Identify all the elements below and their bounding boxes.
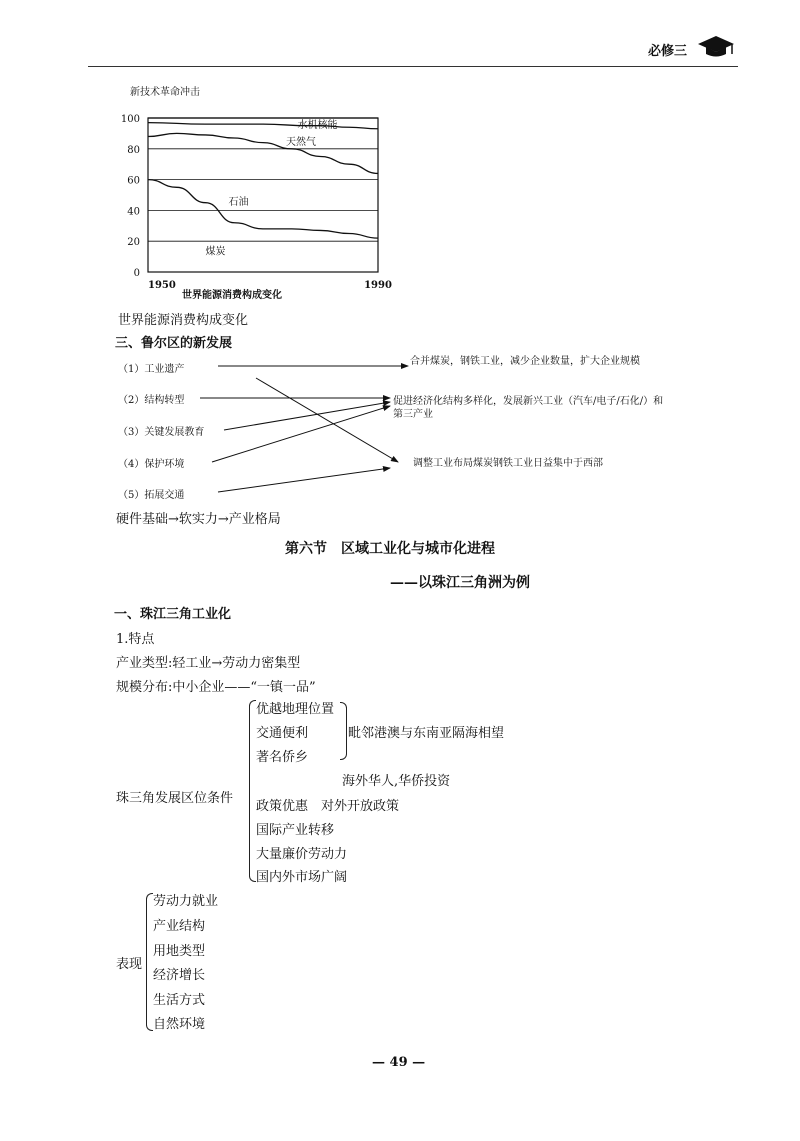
chart-xlabel: 世界能源消费构成变化 (182, 290, 282, 301)
chart-ytick-label: 40 (127, 206, 140, 218)
section-subtitle: ——以珠江三角洲为例 (390, 575, 530, 591)
scale-line: 规模分布:中小企业——“一镇一品” (116, 680, 316, 695)
features-heading: 1.特点 (116, 632, 155, 647)
conditions-label: 珠三角发展区位条件 (116, 791, 234, 806)
chart-ytick-label: 80 (127, 144, 140, 156)
condition-item-2: 交通便利 (256, 726, 309, 741)
performance-item-3: 用地类型 (153, 944, 206, 959)
chart-ylabel: 新技术革命冲击 (130, 87, 200, 98)
chart-xtick-label: 1990 (364, 280, 392, 291)
ruhr-left-4: （4）保护环境 (118, 459, 185, 470)
performance-label: 表现 (116, 957, 143, 972)
ruhr-left-2: （2）结构转型 (118, 395, 185, 406)
location-note: 毗邻港澳与东南亚隔海相望 (348, 726, 505, 741)
industry-type-line: 产业类型:轻工业→劳动力密集型 (116, 656, 301, 671)
conditions-brace (249, 700, 256, 882)
condition-item-3: 著名侨乡 (256, 750, 309, 765)
overseas-note: 海外华人,华侨投资 (342, 774, 451, 789)
ruhr-right-1: 合并煤炭，钢铁工业，减少企业数量，扩大企业规模 (410, 356, 640, 367)
chart-ytick-label: 20 (127, 237, 140, 249)
ruhr-connector-lines (0, 0, 800, 520)
chart-series-label: 水机核能 (297, 120, 338, 132)
condition-item-5: 国际产业转移 (256, 823, 335, 838)
ruhr-left-5: （5）拓展交通 (118, 490, 185, 501)
ruhr-right-3: 第三产业 (393, 409, 433, 420)
condition-item-6: 大量廉价劳动力 (256, 847, 348, 862)
performance-item-5: 生活方式 (153, 993, 206, 1008)
ruhr-heading: 三、鲁尔区的新发展 (115, 336, 233, 351)
chart-ytick-label: 0 (133, 268, 140, 279)
chart-ytick-label: 100 (120, 114, 140, 125)
chart-series-label: 天然气 (286, 137, 316, 149)
chart-xtick-label: 1950 (148, 280, 176, 291)
chart-series-label: 煤炭 (205, 246, 226, 258)
location-brace (340, 702, 347, 760)
condition-item-4: 政策优惠 对外开放政策 (256, 799, 400, 814)
performance-item-1: 劳动力就业 (153, 894, 219, 909)
performance-item-2: 产业结构 (153, 919, 206, 934)
ruhr-left-1: （1）工业遗产 (118, 364, 185, 375)
page-number: — 49 — (372, 1055, 426, 1070)
ruhr-right-2: 促进经济化结构多样化，发展新兴工业（汽车/电子/石化/）和 (393, 396, 664, 407)
condition-item-7: 国内外市场广阔 (256, 870, 348, 885)
condition-item-1: 优越地理位置 (256, 702, 335, 717)
chart-caption: 世界能源消费构成变化 (118, 313, 249, 328)
performance-brace (146, 893, 153, 1031)
section-title: 第六节 区域工业化与城市化进程 (285, 541, 495, 557)
header-title: 必修三 (648, 44, 688, 59)
chart-series-label: 石油 (228, 197, 249, 209)
chart-ytick-label: 60 (127, 175, 140, 187)
ruhr-left-3: （3）关键发展教育 (118, 427, 205, 438)
performance-item-4: 经济增长 (153, 968, 206, 983)
subsection-heading: 一、珠江三角工业化 (114, 607, 232, 622)
performance-item-6: 自然环境 (153, 1017, 206, 1032)
ruhr-right-4: 调整工业布局煤炭钢铁工业日益集中于西部 (413, 458, 603, 469)
ruhr-summary: 硬件基础→软实力→产业格局 (116, 512, 281, 527)
